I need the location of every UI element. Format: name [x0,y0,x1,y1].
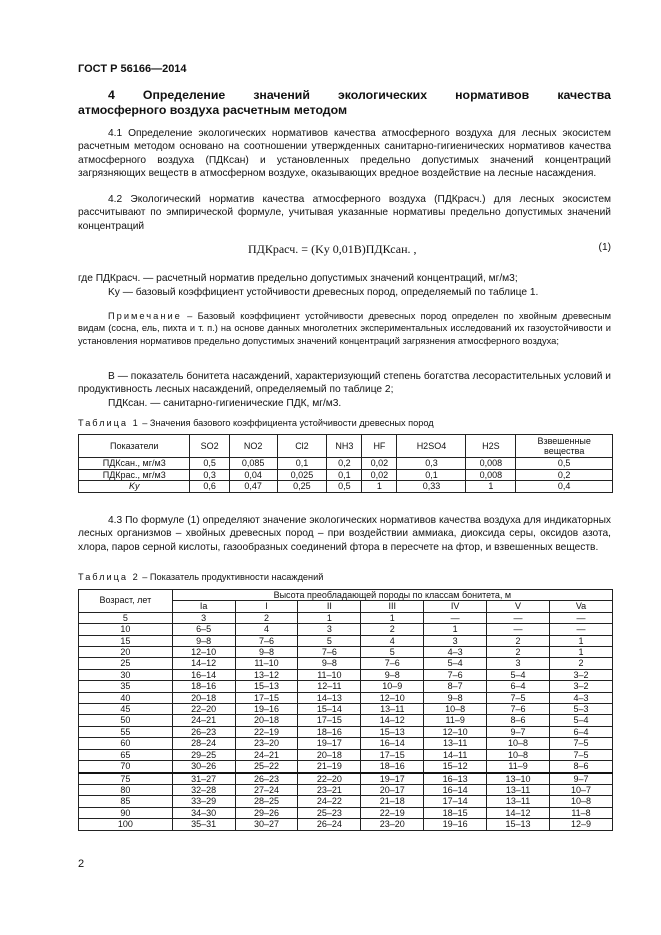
table-cell: 4 [235,624,298,635]
table-header: SO2 [190,435,229,458]
table-cell: 30–27 [235,819,298,830]
table-cell: 0,5 [190,458,229,470]
paragraph-4-3: 4.3 По формуле (1) определяют значение экологических нормативов качества воздуха для индикаторных лесных организмов – хвойных древесных пород – при воздействии аммиака, диоксида серы, оксидов азота, хлора, паров серной кислоты, газообразных соединений фтора в пересчете на фтор, и взвешенных веществ. [78,515,611,553]
table-cell: 2 [487,647,550,658]
table-cell: 25 [79,658,173,669]
table-cell: 12–10 [172,647,235,658]
table-cell: 16–14 [172,669,235,680]
table-cell: 14–12 [487,807,550,818]
table-cell: 35–31 [172,819,235,830]
table-cell: 24–22 [298,796,361,807]
table-cell: 0,02 [362,469,397,481]
page-number: 2 [78,858,85,870]
table-cell: 22–19 [361,807,424,818]
table-cell: 19–16 [235,704,298,715]
table-cell: 22–20 [172,704,235,715]
table-header: Ia [172,601,235,612]
table-cell: 1 [362,481,397,493]
table-cell: 17–15 [298,715,361,726]
table-row [79,761,613,773]
table-cell: 11–8 [550,807,613,818]
definition-ky: Kу — базовый коэффициент устойчивости древесных пород, определяемый по таблице 1. [108,287,539,298]
table-cell: 7–6 [361,658,424,669]
table-cell: 23–21 [298,784,361,795]
table-cell: 65 [79,749,173,760]
table-cell: 6–5 [172,624,235,635]
table-cell: 70 [79,761,173,773]
table-cell: 6–4 [487,681,550,692]
table-cell: 10–8 [424,704,487,715]
table-cell: 3 [424,635,487,646]
table-cell: 8–7 [424,681,487,692]
table-cell: 1 [298,612,361,623]
table-cell: 16–14 [424,784,487,795]
table-cell: 0,5 [327,481,362,493]
table-cell: 7–6 [487,704,550,715]
table-cell: 0,008 [466,469,516,481]
table-cell: 50 [79,715,173,726]
table-cell: 10–8 [487,749,550,760]
table-cell: 9–8 [424,692,487,703]
table-cell: 9–7 [550,773,613,785]
table-cell: 2 [550,658,613,669]
table-cell: 13–11 [424,738,487,749]
table-cell: 7–6 [424,669,487,680]
table-cell: 0,04 [229,469,277,481]
table-cell: 0,5 [516,458,613,470]
table-row [79,647,613,658]
table-cell: 20–17 [361,784,424,795]
table-cell: 40 [79,692,173,703]
table-cell: 8–6 [550,761,613,773]
table-header: V [487,601,550,612]
table-cell: 17–15 [361,749,424,760]
table-cell: 13–12 [235,669,298,680]
table-header: Va [550,601,613,612]
table-cell: 12–9 [550,819,613,830]
table-cell: 5 [298,635,361,646]
table-cell: 11–10 [298,669,361,680]
table-cell: 2 [235,612,298,623]
table-cell: 16–14 [361,738,424,749]
table-cell: 45 [79,704,173,715]
table-cell: 0,1 [277,458,327,470]
table-header: Высота преобладающей породы по классам бонитета, м [172,590,612,601]
table-cell: 10–8 [487,738,550,749]
table-cell: 9–7 [487,726,550,737]
table-cell: 26–23 [172,726,235,737]
table-cell: 15–13 [235,681,298,692]
table-cell: 10–7 [550,784,613,795]
table-cell: 29–26 [235,807,298,818]
definition-b: B — показатель бонитета насаждений, характеризующий степень богатства лесорастительных условий и продуктивность лесных насаждений, определяемый по таблице 2; [78,371,611,396]
table-cell: 0,008 [466,458,516,470]
paragraph-4-2: 4.2 Экологический норматив качества атмосферного воздуха (ПДКрасч.) для лесных экосистем рассчитывают по эмпирической формуле, учитывая указанные нормативы предельно допустимых значений концентраций [78,194,611,232]
table-cell: 14–12 [172,658,235,669]
table-cell: 6–4 [550,726,613,737]
table-cell: 7–6 [235,635,298,646]
table-row [79,704,613,715]
table-cell: 7–5 [550,738,613,749]
table-cell: 0,25 [277,481,327,493]
table-cell: 30–26 [172,761,235,773]
table-cell: 11–9 [424,715,487,726]
table-cell: 12–10 [361,692,424,703]
table-header: H2S [466,435,516,458]
formula-expression: ПДКрасч. = (Kу 0,01B)ПДКсан. , [248,242,417,256]
table-cell: 14–12 [361,715,424,726]
table-cell: 11–9 [487,761,550,773]
table-cell: 14–13 [298,692,361,703]
table-cell: 3 [487,658,550,669]
note-label: Примечание [108,311,182,321]
table-cell: 8–6 [487,715,550,726]
table-row [79,738,613,749]
table-header: Cl2 [277,435,327,458]
table-cell: 20–18 [235,715,298,726]
table2-caption: Таблица 2 – Показатель продуктивности насаждений [78,572,324,582]
table-row [79,807,613,818]
table-cell: Kу [79,481,190,493]
table-cell: 18–16 [172,681,235,692]
table-cell: 14–11 [424,749,487,760]
table-cell: 12–10 [424,726,487,737]
table-cell: 25–22 [235,761,298,773]
table-cell: 23–20 [361,819,424,830]
table-cell: 0,025 [277,469,327,481]
table-header-row [79,590,613,601]
table-cell: 3–2 [550,681,613,692]
table-cell: 0,33 [397,481,466,493]
table-cell: 15–14 [298,704,361,715]
table-cell: 30 [79,669,173,680]
table-cell: 7–6 [298,647,361,658]
table-row [79,692,613,703]
table-cell: 9–8 [361,669,424,680]
table-cell: 7–5 [487,692,550,703]
table-cell: 5–4 [424,658,487,669]
table-cell: 28–25 [235,796,298,807]
table-cell: 15–13 [361,726,424,737]
table-cell: 1 [550,635,613,646]
table-cell: 16–13 [424,773,487,785]
table-header-row [79,435,613,458]
heading-word: экологических [338,88,428,102]
table-cell: 20–18 [172,692,235,703]
table-cell: 21–19 [298,761,361,773]
definition-pdksan: ПДКсан. — санитарно-гигиенические ПДК, мг/м3. [108,398,342,409]
table-cell: 15–13 [487,819,550,830]
table-1 [78,434,613,493]
table-cell: 0,3 [190,469,229,481]
table-row [79,635,613,646]
table-cell: 4 [361,635,424,646]
table-cell: 1 [550,647,613,658]
table-cell: 5–3 [550,704,613,715]
document-header: ГОСТ Р 56166—2014 [78,63,187,75]
table-row [79,819,613,830]
table-cell: 1 [424,624,487,635]
table-row [79,658,613,669]
table-cell: 17–14 [424,796,487,807]
table-cell: 0,2 [516,469,613,481]
table-cell: 15 [79,635,173,646]
table-cell: 13–10 [487,773,550,785]
table-cell: 26–24 [298,819,361,830]
section-number: 4 [108,88,115,102]
table-cell: 21–18 [361,796,424,807]
table-cell: 18–15 [424,807,487,818]
heading-word: значений [253,88,310,102]
table-cell: 4–3 [550,692,613,703]
table-cell: 3–2 [550,669,613,680]
table-cell: 1 [466,481,516,493]
table-cell: 29–25 [172,749,235,760]
table-cell: 28–24 [172,738,235,749]
table-cell: 5–4 [550,715,613,726]
table-cell: 23–20 [235,738,298,749]
table-cell: 13–11 [487,796,550,807]
table-header: Возраст, лет [79,590,173,613]
heading-word: нормативов [455,88,530,102]
table-cell: — [550,612,613,623]
table-header: NO2 [229,435,277,458]
table-header: III [361,601,424,612]
table-cell: 18–16 [361,761,424,773]
table-cell: 19–17 [361,773,424,785]
table-cell: 1 [361,612,424,623]
table-cell: 9–8 [235,647,298,658]
table-row [79,469,613,481]
table-cell: 9–8 [172,635,235,646]
note-text: – Базовый коэффициент устойчивости древесных пород определен по хвойным древесным видам (сосна, ель, пихта и т. п.) на основе данных многолетних экспериментальных исследований их газоустойчивости и установления нормативов предельно допустимых значений концентраций загрязнения атмосферного воздуха; [78,311,611,346]
table-header: HF [362,435,397,458]
table-cell: 90 [79,807,173,818]
table-row [79,481,613,493]
table-cell: — [487,624,550,635]
table-header: IV [424,601,487,612]
table-cell: 80 [79,784,173,795]
table-cell: 0,02 [362,458,397,470]
table-cell: 19–16 [424,819,487,830]
table-cell: 55 [79,726,173,737]
table-cell: 3 [172,612,235,623]
table-row [79,726,613,737]
table-cell: 18–16 [298,726,361,737]
heading-word: Определение [142,88,226,102]
note [78,310,611,347]
table-row [79,669,613,680]
table-cell: 85 [79,796,173,807]
table-cell: 10 [79,624,173,635]
table-cell: 11–10 [235,658,298,669]
table-cell: 10–9 [361,681,424,692]
table-cell: 13–11 [361,704,424,715]
section-heading-line1 [78,88,611,103]
table-cell: 24–21 [235,749,298,760]
table-cell: — [550,624,613,635]
table-cell: 0,1 [397,469,466,481]
table-header: H2SO4 [397,435,466,458]
table-cell: ПДКрас., мг/м3 [79,469,190,481]
table-cell: 27–24 [235,784,298,795]
table-cell: — [424,612,487,623]
section-heading-line2: атмосферного воздуха расчетным методом [78,103,348,117]
table-cell: 10–8 [550,796,613,807]
table-cell: 34–30 [172,807,235,818]
table-cell: 7–5 [550,749,613,760]
table-cell: 3 [298,624,361,635]
table-header: Взвешенные вещества [516,435,613,458]
table-cell: 0,2 [327,458,362,470]
table-cell: 31–27 [172,773,235,785]
table-cell: 2 [487,635,550,646]
table-row [79,773,613,785]
definition-pdk: где ПДКрасч. — расчетный норматив предельно допустимых значений концентраций, мг/м3; [78,273,518,284]
table-header: NH3 [327,435,362,458]
paragraph-4-1: 4.1 Определение экологических нормативов качества атмосферного воздуха для лесных экосистем расчетным методом основано на соотношении утвержденных санитарно-гигиенических нормативов качества атмосферного воздуха (ПДКсан) и установленных предельно допустимых значений концентраций загрязняющих веществ в атмосферном воздухе, оказывающих вредное воздействие на лесные насаждения. [78,128,611,180]
table-cell: 20–18 [298,749,361,760]
table-cell: 13–11 [487,784,550,795]
table-cell: 4–3 [424,647,487,658]
table-row [79,715,613,726]
table-cell: 5 [79,612,173,623]
table-cell: ПДКсан., мг/м3 [79,458,190,470]
table1-caption: Таблица 1 – Значения базового коэффициента устойчивости древесных пород [78,418,434,428]
table-cell: 26–23 [235,773,298,785]
table-cell: 0,3 [397,458,466,470]
table-cell: 100 [79,819,173,830]
table-cell: — [487,612,550,623]
table-row [79,749,613,760]
table-row [79,681,613,692]
table-cell: 12–11 [298,681,361,692]
table-2 [78,589,613,831]
table-cell: 24–21 [172,715,235,726]
table-cell: 19–17 [298,738,361,749]
table-cell: 35 [79,681,173,692]
formula-number: (1) [598,242,611,253]
table-cell: 20 [79,647,173,658]
table-cell: 2 [361,624,424,635]
table-cell: 5 [361,647,424,658]
table-row [79,612,613,623]
table-cell: 22–20 [298,773,361,785]
table-cell: 0,4 [516,481,613,493]
table-cell: 32–28 [172,784,235,795]
table-cell: 25–23 [298,807,361,818]
table-header: I [235,601,298,612]
table-cell: 0,6 [190,481,229,493]
table-cell: 5–4 [487,669,550,680]
section-heading [78,88,611,118]
table-row [79,624,613,635]
table-cell: 15–12 [424,761,487,773]
table-cell: 22–19 [235,726,298,737]
heading-word: качества [557,88,611,102]
table-cell: 60 [79,738,173,749]
table-row [79,784,613,795]
table-row [79,458,613,470]
table-cell: 0,085 [229,458,277,470]
table-row [79,796,613,807]
table-cell: 75 [79,773,173,785]
table-cell: 17–15 [235,692,298,703]
table-cell: 9–8 [298,658,361,669]
table-cell: 0,1 [327,469,362,481]
table-header: II [298,601,361,612]
table-cell: 33–29 [172,796,235,807]
table-cell: 0,47 [229,481,277,493]
table-header: Показатели [79,435,190,458]
